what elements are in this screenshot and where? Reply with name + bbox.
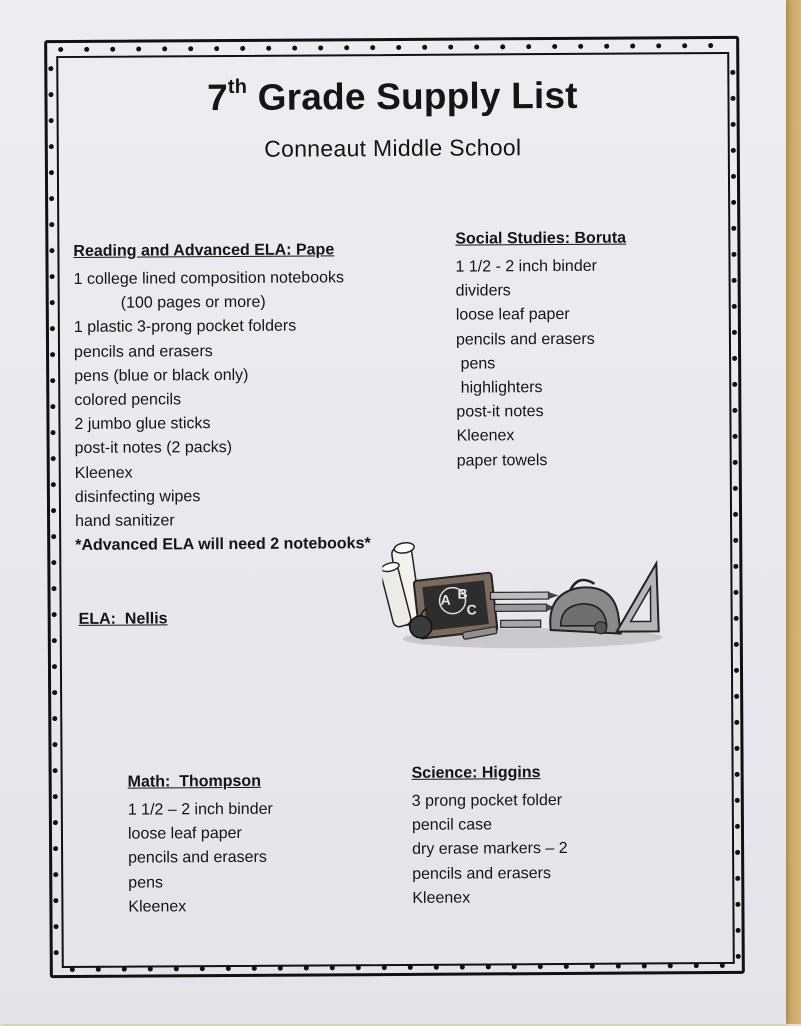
list-item: hand sanitizer xyxy=(75,512,175,530)
section-heading-science: Science: Higgins xyxy=(411,764,541,782)
section-heading-math: Math: Thompson xyxy=(127,772,262,791)
list-item: 1 plastic 3-prong pocket folders xyxy=(73,317,297,337)
backpack-icon xyxy=(550,580,621,634)
list-item: 1 college lined composition notebooks xyxy=(73,269,345,288)
list-item: Kleenex xyxy=(128,898,187,916)
chalk-letter-c: C xyxy=(466,601,477,618)
list-item: pens xyxy=(456,355,496,373)
chalk-letter-b: B xyxy=(457,585,468,602)
list-item: dry erase markers – 2 xyxy=(412,840,568,859)
section-science xyxy=(412,763,569,911)
school-supplies-clipart xyxy=(382,533,663,655)
section-heading-reading: Reading and Advanced ELA: Pape xyxy=(73,241,335,260)
list-item: 3 prong pocket folder xyxy=(411,791,563,810)
advanced-ela-note: *Advanced ELA will need 2 notebooks* xyxy=(75,535,371,555)
list-item: pencil case xyxy=(411,816,493,835)
school-name: Conneaut Middle School xyxy=(264,134,522,162)
section-ela xyxy=(79,609,168,636)
supply-list-social-studies xyxy=(455,255,627,474)
section-heading-ela: ELA: Nellis xyxy=(78,610,168,628)
list-item: colored pencils xyxy=(74,391,182,409)
page-title xyxy=(147,74,637,119)
list-item: 1 1/2 – 2 inch binder xyxy=(127,800,273,819)
list-item: disinfecting wipes xyxy=(74,488,201,506)
list-item: post-it notes (2 packs) xyxy=(74,439,233,458)
list-item: Kleenex xyxy=(456,427,515,446)
list-item: post-it notes xyxy=(456,403,544,421)
section-social-studies xyxy=(455,229,627,474)
chalk-letter-a: A xyxy=(440,591,451,608)
list-item: pens xyxy=(128,874,164,892)
list-item: Kleenex xyxy=(412,889,471,907)
supply-list-math xyxy=(128,798,274,920)
list-item: Kleenex xyxy=(74,464,133,482)
list-item: 1 1/2 - 2 inch binder xyxy=(455,257,597,276)
list-item: dividers xyxy=(455,282,511,300)
list-item: pencils and erasers xyxy=(412,864,552,883)
supply-list-reading xyxy=(74,266,371,558)
triangle-ruler-icon xyxy=(616,563,658,631)
supply-list-science xyxy=(412,789,568,911)
title-ordinal-suffix: th xyxy=(227,75,248,99)
list-item: pencils and erasers xyxy=(73,342,213,361)
section-heading-social-studies: Social Studies: Boruta xyxy=(455,229,627,248)
title-number: 7 xyxy=(207,77,229,119)
list-item: pencils and erasers xyxy=(455,330,595,349)
list-item: highlighters xyxy=(456,379,543,397)
list-item: pencils and erasers xyxy=(128,849,267,868)
list-item: loose leaf paper xyxy=(455,306,570,325)
list-item: 2 jumbo glue sticks xyxy=(74,415,211,434)
list-item: loose leaf paper xyxy=(127,825,242,843)
list-item: pens (blue or black only) xyxy=(74,366,249,385)
section-math xyxy=(128,772,274,920)
list-item: (100 pages or more) xyxy=(120,293,266,312)
list-item: paper towels xyxy=(456,451,548,470)
title-text: Grade Supply List xyxy=(247,74,578,118)
section-reading xyxy=(73,240,370,558)
